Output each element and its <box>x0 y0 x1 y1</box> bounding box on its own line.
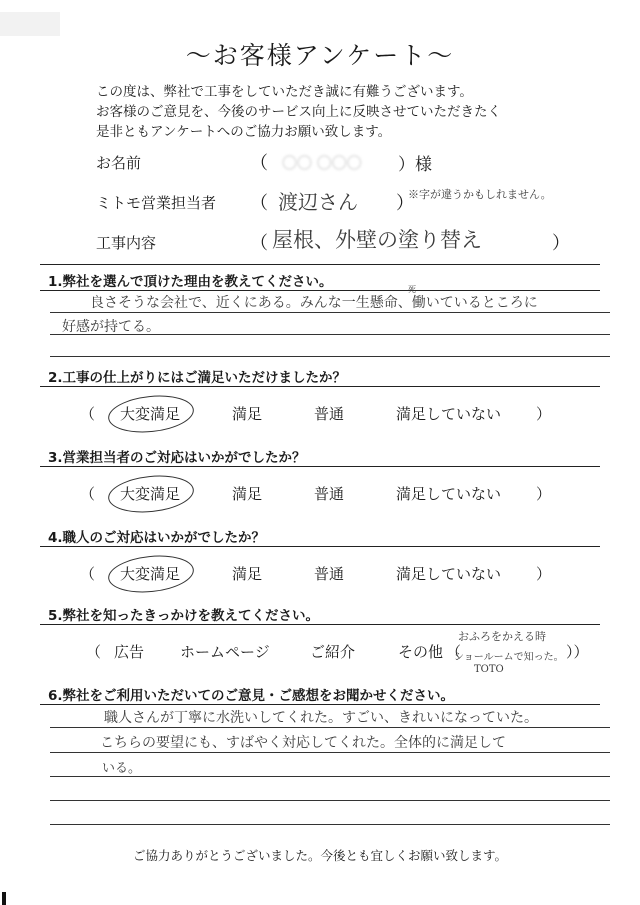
q4-option-neutral: 普通 <box>314 565 345 583</box>
section-divider <box>40 264 600 265</box>
question-underline <box>40 546 600 547</box>
scan-marker <box>0 12 60 36</box>
answer-line <box>50 312 610 313</box>
q5-other-open-paren: （ <box>446 643 462 661</box>
q2-option-not-satisfied: 満足していない <box>396 405 502 423</box>
answer-line <box>50 356 610 357</box>
work-close-paren: ） <box>552 233 570 254</box>
q1-answer-line-2: 好感が持てる。 <box>62 319 160 335</box>
q5-option-referral: ご紹介 <box>310 643 356 661</box>
staff-note: ※字が違うかもしれません。 <box>408 188 552 201</box>
q5-option-homepage: ホームページ <box>180 643 270 661</box>
q3-open-paren: （ <box>80 485 96 503</box>
q6-answer-line-2: こちらの要望にも、すばやく対応してくれた。全体的に満足して <box>100 735 506 751</box>
name-label: お名前 <box>96 154 142 172</box>
q2-option-neutral: 普通 <box>314 405 345 423</box>
answer-line <box>50 824 610 825</box>
q2-open-paren: （ <box>80 405 96 423</box>
name-value: 〇〇 〇〇〇 <box>282 154 362 172</box>
q1-small-mark: 死 <box>408 285 416 294</box>
question-underline <box>40 290 600 291</box>
q5-option-other: その他 <box>398 643 444 661</box>
q2-option-satisfied: 満足 <box>232 405 263 423</box>
q5-other-answer-line-3: TOTO <box>474 664 504 675</box>
q5-question: 5.弊社を知ったきっかけを教えてください。 <box>48 608 320 624</box>
q3-option-satisfied: 満足 <box>232 485 263 503</box>
q4-option-very-satisfied: 大変満足 <box>120 565 181 583</box>
q1-answer-line-1: 良さそうな会社で、近くにある。みんな一生懸命、働いているところに <box>90 295 538 311</box>
work-open-paren: （ <box>250 233 268 254</box>
answer-line <box>50 800 610 801</box>
question-underline <box>40 624 600 625</box>
work-value: 屋根、外壁の塗り替え <box>272 228 482 252</box>
name-open-paren: （ <box>250 153 268 174</box>
question-underline <box>40 704 600 705</box>
q4-open-paren: （ <box>80 565 96 583</box>
q3-option-neutral: 普通 <box>314 485 345 503</box>
q6-question: 6.弊社をご利用いただいてのご意見・ご感想をお聞かせください。 <box>48 688 455 704</box>
q3-close-paren: ） <box>536 485 552 503</box>
q2-close-paren: ） <box>536 405 552 423</box>
q4-close-paren: ） <box>536 565 552 583</box>
work-label: 工事内容 <box>96 234 157 252</box>
intro-line-2: お客様のご意見を、今後のサービス向上に反映させていただきたく <box>96 104 501 120</box>
q6-answer-line-3: いる。 <box>102 761 142 776</box>
intro-line-1: この度は、弊社で工事をしていただき誠に有難うございます。 <box>96 84 473 100</box>
staff-open-paren: （ <box>250 193 268 214</box>
q3-option-very-satisfied: 大変満足 <box>120 485 181 503</box>
q2-question: 2.工事の仕上がりにはご満足いただけましたか？ <box>48 370 347 386</box>
q1-question: 1.弊社を選んで頂けた理由を教えてください。 <box>48 274 333 290</box>
q5-other-answer-line-1: おふろをかえる時 <box>458 630 546 643</box>
answer-line <box>50 334 610 335</box>
q5-option-ad: 広告 <box>114 643 145 661</box>
staff-label: ミトモ営業担当者 <box>96 194 217 212</box>
q5-other-answer-line-2: ショールームで知った。 <box>454 652 564 663</box>
q4-option-not-satisfied: 満足していない <box>396 565 502 583</box>
q3-question: 3.営業担当者のご対応はいかがでしたか？ <box>48 450 306 466</box>
name-close-sama: ）様 <box>398 155 432 175</box>
page-title: 〜お客様アンケート〜 <box>185 41 455 70</box>
q3-option-not-satisfied: 満足していない <box>396 485 502 503</box>
answer-line <box>50 776 610 777</box>
q2-option-very-satisfied: 大変満足 <box>120 405 181 423</box>
q4-question: 4.職人のご対応はいかがでしたか？ <box>48 530 266 546</box>
staff-value: 渡辺さん <box>278 190 358 214</box>
scan-edge-mark <box>2 892 6 905</box>
answer-line <box>50 752 610 753</box>
staff-close-paren: ） <box>396 193 414 214</box>
q4-option-satisfied: 満足 <box>232 565 263 583</box>
question-underline <box>40 466 600 467</box>
question-underline <box>40 386 600 387</box>
q5-open-paren: （ <box>86 643 102 661</box>
answer-line <box>50 727 610 728</box>
intro-line-3: 是非ともアンケートへのご協力お願い致します。 <box>96 124 392 140</box>
q6-answer-line-1: 職人さんが丁寧に水洗いしてくれた。すごい、きれいになっていた。 <box>104 710 538 726</box>
q5-close-parens: ）） <box>566 643 589 661</box>
footer-thanks: ご協力ありがとうございました。今後とも宜しくお願い致します。 <box>132 848 507 863</box>
